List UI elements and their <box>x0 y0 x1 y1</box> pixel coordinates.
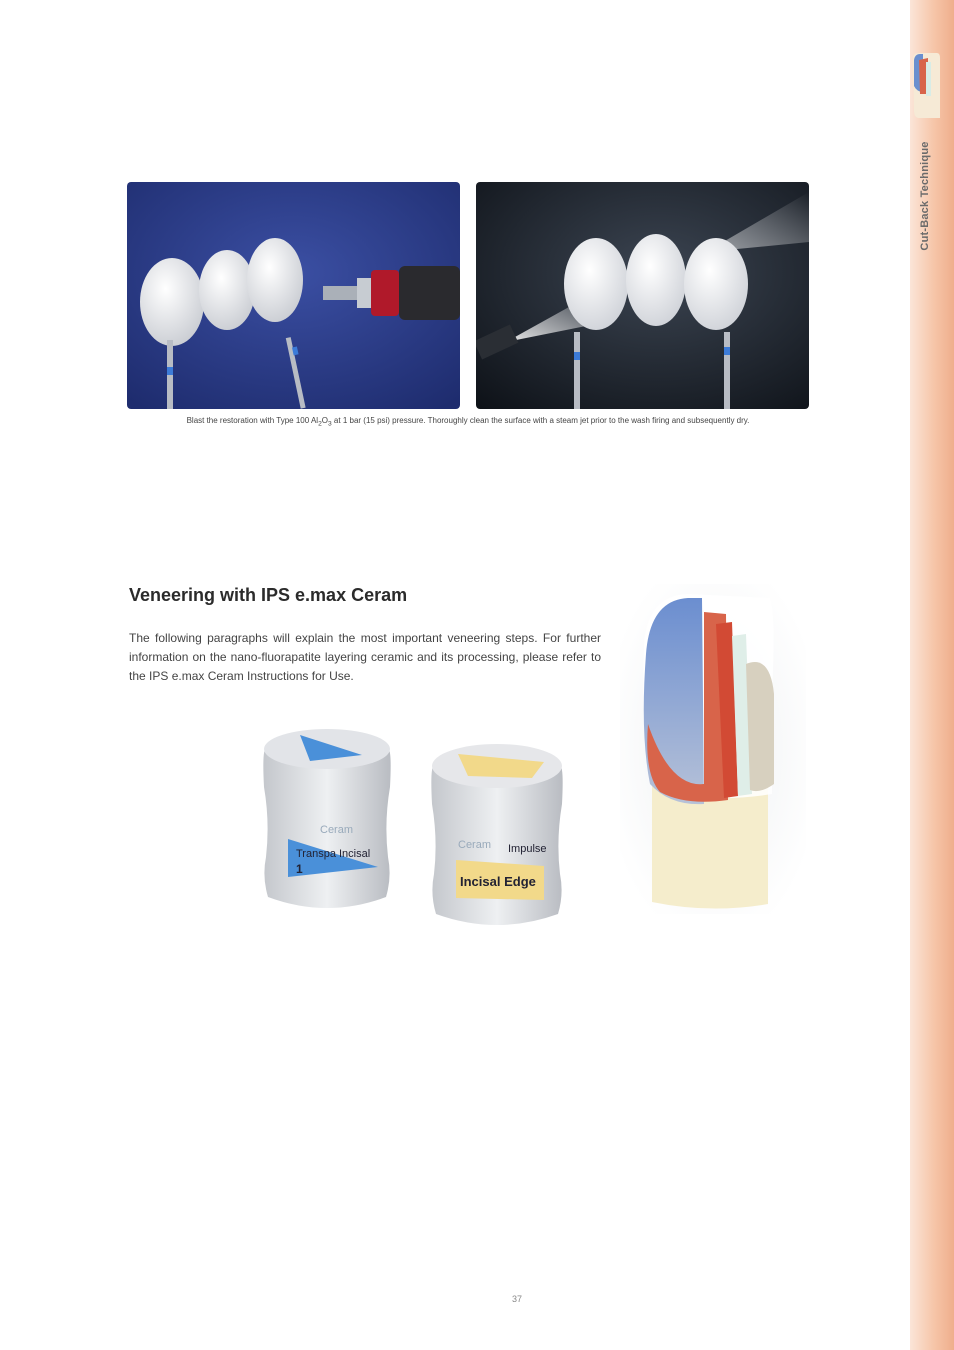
blasting-restoration-photo <box>127 182 460 409</box>
jar1-brand: Ceram <box>320 824 354 836</box>
tooth-thumbnail-icon <box>911 52 941 120</box>
section-title: Veneering with IPS e.max Ceram <box>129 585 408 605</box>
section-body-text: The following paragraphs will explain the most important veneering steps. For further information on the nano-fluorapatite layering ceramic and its processing, please refer to the IPS e.max Ceram Instructions for Use. <box>129 631 601 683</box>
jar1-line2: 1 <box>296 862 303 876</box>
jar2-brand: Ceram <box>458 839 492 851</box>
page-number: 37 <box>511 1294 522 1304</box>
steam-cleaning-photo <box>476 182 809 409</box>
impulse-incisal-edge-jar <box>428 740 566 930</box>
jar1-line1: Transpa Incisal <box>296 848 371 860</box>
jar2-line2: Incisal Edge <box>460 874 536 889</box>
section-side-label: Cut-Back Technique <box>919 141 931 251</box>
photo-caption: Blast the restoration with Type 100 $Al_2O_3$ at 1 bar (15 psi) pressure. Thoroughly clean the surface with a steam jet prior to the wash firing and subsequently dry. <box>186 416 750 428</box>
jar2-line1: Impulse <box>508 843 547 855</box>
transpa-incisal-jar <box>260 727 394 915</box>
layering-cross-section-illustration <box>620 584 806 914</box>
